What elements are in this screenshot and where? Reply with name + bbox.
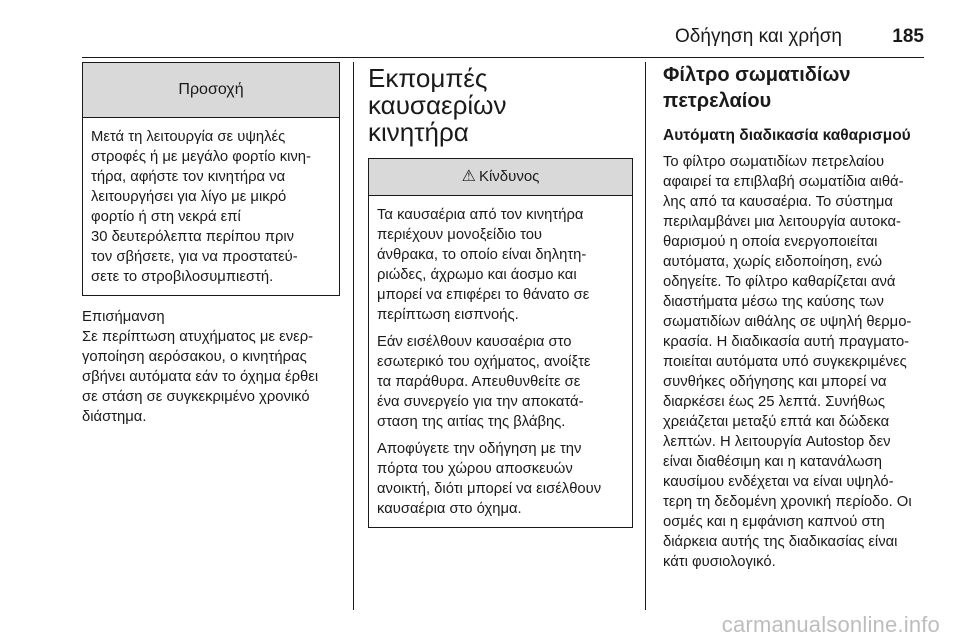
- danger-box: [368, 158, 633, 528]
- column-divider-right: [645, 62, 646, 610]
- note-block: [82, 307, 340, 427]
- filter-subtitle: Αυτόματη διαδικασία καθαρισμού: [663, 127, 911, 144]
- danger-paragraph-2: Εάν εισέλθουν καυσαέρια στο εσωτερικό του οχήματος, ανοίξτε τα παράθυρα. Απευθυνθείτε σε ένα συνεργείο για την αποκατά- σταση της αιτίας της βλάβης.: [377, 334, 591, 430]
- caution-text: Μετά τη λειτουργία σε υψηλές στροφές ή με μεγάλο φορτίο κινη- τήρα, αφήστε τον κινητήρα να λειτουργήσει για λίγο με μικρό φορτίο ή στη νεκρά επί 30 δευτερόλεπτα περίπου πριν τον σβήσετε, για να προστατεύ- σετε το στροβιλοσυμπιεστή.: [91, 129, 311, 285]
- filter-text: Το φίλτρο σωματιδίων πετρελαίου αφαιρεί τα επιβλαβή σωματίδια αιθά- λης από τα καυσαέρια. Το σύστημα περιλαμβάνει μια λειτουργία αυτοκα- θαρισμού η οποία ενεργοποιείται αυτόματα, χωρίς ειδοποίηση, ενώ οδηγείτε. Το φίλτρο καθαρίζεται ανά διαστήματα μέσω της καύσης των σωματιδίων αιθάλης σε υψηλή θερμο- κρασία. Η διαδικασία αυτή πραγματο- ποιείται αυτόματα υπό συγκεκριμένες συνθήκες οδήγησης και μπορεί να διαρκέσει έως 25 λεπτά. Συνήθως χρειάζεται μεταξύ επτά και δώδεκα λεπτών. Η λειτουργία Autostop δεν είναι διαθέσιμη και η κατανάλωση καυσίμου ενδέχεται να είναι υψηλό- τερη τη δεδομένη χρονική περίοδο. Οι οσμές και η εμφάνιση καπνού στη διάρκεια αυτής της διαδικασίας είναι κάτι φυσιολογικό.: [663, 154, 912, 570]
- caution-body: [83, 118, 339, 295]
- header-rule: [82, 57, 924, 58]
- danger-paragraph-3: Αποφύγετε την οδήγηση με την πόρτα του χώρου αποσκευών ανοικτή, διότι μπορεί να εισέλθουν καυσαέρια στο όχημα.: [377, 441, 602, 517]
- danger-body: [369, 196, 632, 527]
- danger-title-bar: [369, 159, 632, 196]
- caution-title: Προσοχή: [83, 63, 339, 118]
- caution-box: [82, 62, 340, 296]
- column-divider-left: [353, 62, 354, 610]
- watermark-text: carmanualsonline.info: [721, 612, 940, 637]
- filter-section-title: Φίλτρο σωματιδίων πετρελαίου: [663, 64, 851, 112]
- danger-paragraph-1: Τα καυσαέρια από τον κινητήρα περιέχουν μονοξείδιο του άνθρακα, το οποίο είναι δηλητη- ριώδες, άχρωμο και άοσμο και μπορεί να επιφέρει το θάνατο σε περίπτωση εισπνοής.: [377, 207, 590, 323]
- note-text: Σε περίπτωση ατυχήματος με ενερ- γοποίηση αερόσακου, ο κινητήρας σβήνει αυτόματα εάν το όχημα έρθει σε στάση σε συγκεκριμένο χρονικό διάστημα.: [82, 329, 319, 425]
- note-label: Επισήμανση: [82, 309, 165, 325]
- page-number: 185: [892, 26, 924, 47]
- warning-triangle-icon: ⚠: [461, 168, 476, 185]
- column-middle: [368, 62, 633, 528]
- danger-title: Κίνδυνος: [478, 168, 540, 185]
- page-header: [0, 0, 960, 60]
- column-right: [663, 62, 928, 572]
- column-left: [82, 62, 340, 427]
- header-title: Οδήγηση και χρήση: [675, 26, 842, 47]
- exhaust-section-title: Εκπομπές καυσαερίων κινητήρα: [368, 63, 507, 147]
